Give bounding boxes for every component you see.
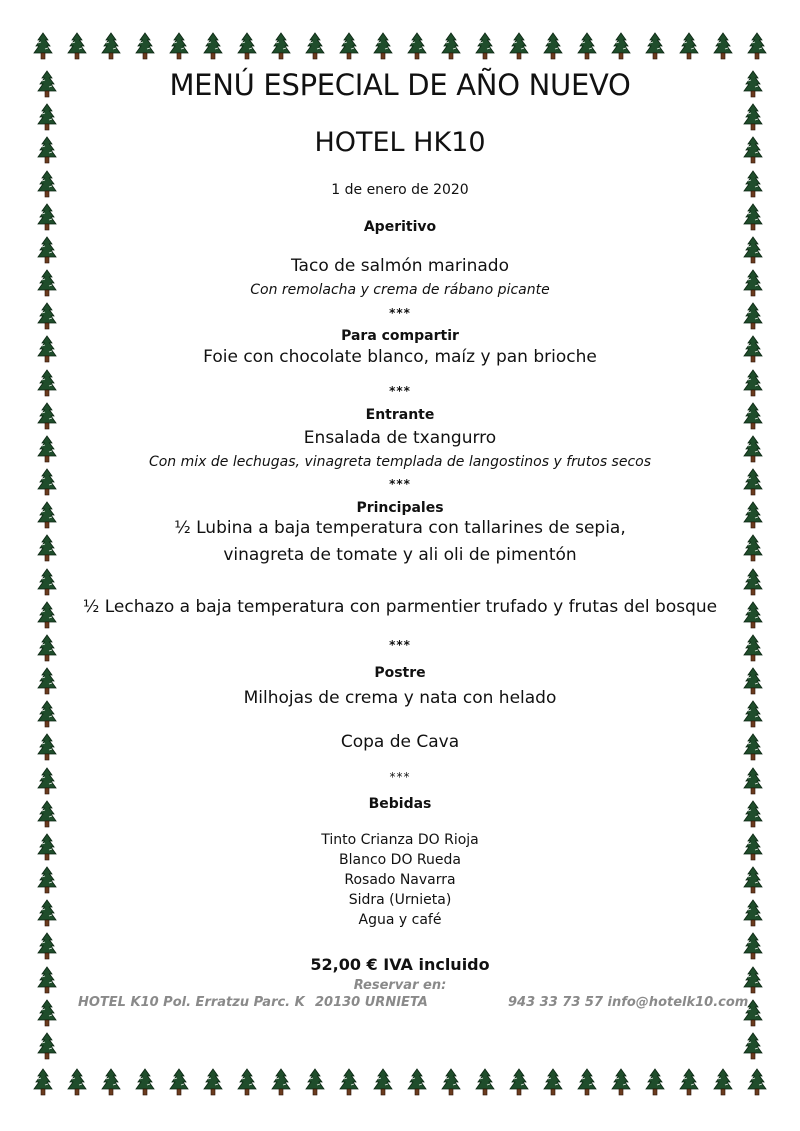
pine-tree-icon [304, 1068, 326, 1096]
pine-tree-icon [742, 203, 764, 231]
pine-tree-icon [610, 32, 632, 60]
pine-tree-icon [36, 966, 58, 994]
pine-tree-icon [742, 236, 764, 264]
pine-tree-icon [406, 1068, 428, 1096]
section-compartir: Para compartir [341, 328, 459, 344]
pine-tree-icon [36, 468, 58, 496]
dish-aperitivo: Taco de salmón marinado [290, 256, 509, 276]
footer-city: 20130 URNIETA [315, 995, 428, 1010]
separator: *** [389, 638, 411, 652]
pine-tree-icon [742, 667, 764, 695]
pine-tree-icon [36, 402, 58, 430]
pine-tree-icon [440, 1068, 462, 1096]
drink-item: Tinto Crianza DO Rioja [321, 832, 479, 848]
pine-tree-icon [610, 1068, 632, 1096]
pine-tree-icon [36, 170, 58, 198]
pine-tree-icon [270, 1068, 292, 1096]
menu-date: 1 de enero de 2020 [331, 182, 469, 198]
pine-tree-icon [742, 1032, 764, 1060]
section-aperitivo: Aperitivo [363, 219, 437, 235]
pine-tree-icon [36, 667, 58, 695]
pine-tree-icon [742, 501, 764, 529]
separator: *** [389, 384, 411, 398]
pine-tree-icon [36, 136, 58, 164]
pine-tree-icon [270, 32, 292, 60]
dish-principal-1b: vinagreta de tomate y ali oli de pimentón [223, 545, 577, 565]
pine-tree-icon [440, 32, 462, 60]
pine-tree-icon [576, 1068, 598, 1096]
pine-tree-icon [742, 269, 764, 297]
hotel-name: HOTEL HK10 [314, 127, 486, 158]
pine-tree-icon [742, 369, 764, 397]
pine-tree-icon [712, 32, 734, 60]
pine-tree-icon [678, 1068, 700, 1096]
pine-tree-icon [304, 32, 326, 60]
pine-tree-icon [36, 932, 58, 960]
pine-tree-icon [742, 136, 764, 164]
pine-tree-icon [712, 1068, 734, 1096]
pine-tree-icon [338, 32, 360, 60]
pine-tree-icon [36, 70, 58, 98]
pine-tree-icon [36, 601, 58, 629]
pine-tree-icon [66, 32, 88, 60]
pine-tree-icon [36, 733, 58, 761]
note-entrante: Con mix de lechugas, vinagreta templada de langostinos y frutos secos [148, 454, 652, 470]
dish-postre: Milhojas de crema y nata con helado [243, 688, 557, 708]
separator: *** [389, 306, 411, 320]
pine-tree-icon [36, 899, 58, 927]
drink-item: Sidra (Urnieta) [348, 892, 452, 908]
pine-tree-icon [742, 899, 764, 927]
dish-principal-1a: ½ Lubina a baja temperatura con tallarines de sepia, [174, 518, 626, 538]
pine-tree-icon [36, 833, 58, 861]
pine-tree-icon [644, 32, 666, 60]
pine-tree-icon [742, 767, 764, 795]
section-postre: Postre [374, 665, 426, 681]
pine-tree-icon [406, 32, 428, 60]
drinks-list [70, 830, 730, 930]
pine-tree-icon [742, 800, 764, 828]
dish-compartir: Foie con chocolate blanco, maíz y pan brioche [203, 347, 597, 367]
pine-tree-icon [474, 1068, 496, 1096]
pine-tree-icon [474, 32, 496, 60]
pine-tree-icon [746, 1068, 768, 1096]
separator: *** [389, 477, 411, 491]
pine-tree-icon [36, 800, 58, 828]
pine-tree-icon [36, 634, 58, 662]
pine-tree-icon [36, 501, 58, 529]
section-bebidas: Bebidas [368, 796, 432, 812]
page-title: MENÚ ESPECIAL DE AÑO NUEVO [169, 68, 631, 102]
pine-tree-icon [742, 302, 764, 330]
pine-tree-icon [372, 32, 394, 60]
pine-tree-icon [742, 601, 764, 629]
pine-tree-icon [202, 1068, 224, 1096]
pine-tree-icon [542, 1068, 564, 1096]
pine-tree-icon [36, 700, 58, 728]
pine-tree-icon [338, 1068, 360, 1096]
pine-tree-icon [36, 866, 58, 894]
pine-tree-icon [742, 733, 764, 761]
pine-tree-icon [742, 568, 764, 596]
pine-tree-icon [36, 1032, 58, 1060]
pine-tree-icon [202, 32, 224, 60]
pine-tree-icon [134, 1068, 156, 1096]
pine-tree-icon [36, 534, 58, 562]
pine-tree-icon [36, 335, 58, 363]
footer-address: HOTEL K10 Pol. Erratzu Parc. K [78, 995, 305, 1010]
pine-tree-icon [36, 269, 58, 297]
section-principales: Principales [356, 500, 444, 516]
separator: *** [389, 770, 411, 784]
pine-tree-icon [742, 335, 764, 363]
pine-tree-icon [36, 568, 58, 596]
border-left [32, 70, 62, 1060]
pine-tree-icon [742, 634, 764, 662]
pine-tree-icon [372, 1068, 394, 1096]
pine-tree-icon [678, 32, 700, 60]
pine-tree-icon [742, 966, 764, 994]
pine-tree-icon [742, 534, 764, 562]
pine-tree-icon [742, 700, 764, 728]
pine-tree-icon [742, 402, 764, 430]
pine-tree-icon [742, 70, 764, 98]
pine-tree-icon [742, 435, 764, 463]
pine-tree-icon [508, 1068, 530, 1096]
pine-tree-icon [66, 1068, 88, 1096]
pine-tree-icon [742, 468, 764, 496]
pine-tree-icon [742, 103, 764, 131]
pine-tree-icon [742, 170, 764, 198]
footer-contact: 943 33 73 57 info@hotelk10.com [508, 995, 749, 1010]
pine-tree-icon [100, 1068, 122, 1096]
drink-item: Rosado Navarra [344, 872, 456, 888]
pine-tree-icon [32, 32, 54, 60]
pine-tree-icon [742, 833, 764, 861]
pine-tree-icon [36, 767, 58, 795]
pine-tree-icon [742, 932, 764, 960]
border-right [738, 70, 768, 1060]
pine-tree-icon [36, 999, 58, 1027]
pine-tree-icon [36, 203, 58, 231]
pine-tree-icon [236, 1068, 258, 1096]
pine-tree-icon [36, 103, 58, 131]
border-top [32, 32, 768, 62]
pine-tree-icon [36, 369, 58, 397]
pine-tree-icon [36, 302, 58, 330]
pine-tree-icon [100, 32, 122, 60]
pine-tree-icon [36, 236, 58, 264]
dish-entrante: Ensalada de txangurro [303, 428, 497, 448]
reserve-label: Reservar en: [353, 978, 447, 993]
drink-item: Agua y café [358, 912, 442, 928]
pine-tree-icon [576, 32, 598, 60]
pine-tree-icon [542, 32, 564, 60]
pine-tree-icon [746, 32, 768, 60]
pine-tree-icon [32, 1068, 54, 1096]
pine-tree-icon [508, 32, 530, 60]
section-entrante: Entrante [365, 407, 435, 423]
drink-item: Blanco DO Rueda [339, 852, 461, 868]
dish-principal-2: ½ Lechazo a baja temperatura con parmentier trufado y frutas del bosque [82, 597, 718, 617]
border-bottom [32, 1068, 768, 1098]
pine-tree-icon [36, 435, 58, 463]
pine-tree-icon [168, 32, 190, 60]
menu-price: 52,00 € IVA incluido [310, 955, 490, 974]
note-aperitivo: Con remolacha y crema de rábano picante [250, 282, 550, 298]
pine-tree-icon [644, 1068, 666, 1096]
pine-tree-icon [168, 1068, 190, 1096]
pine-tree-icon [236, 32, 258, 60]
pine-tree-icon [742, 866, 764, 894]
pine-tree-icon [134, 32, 156, 60]
dish-cava: Copa de Cava [340, 732, 460, 752]
